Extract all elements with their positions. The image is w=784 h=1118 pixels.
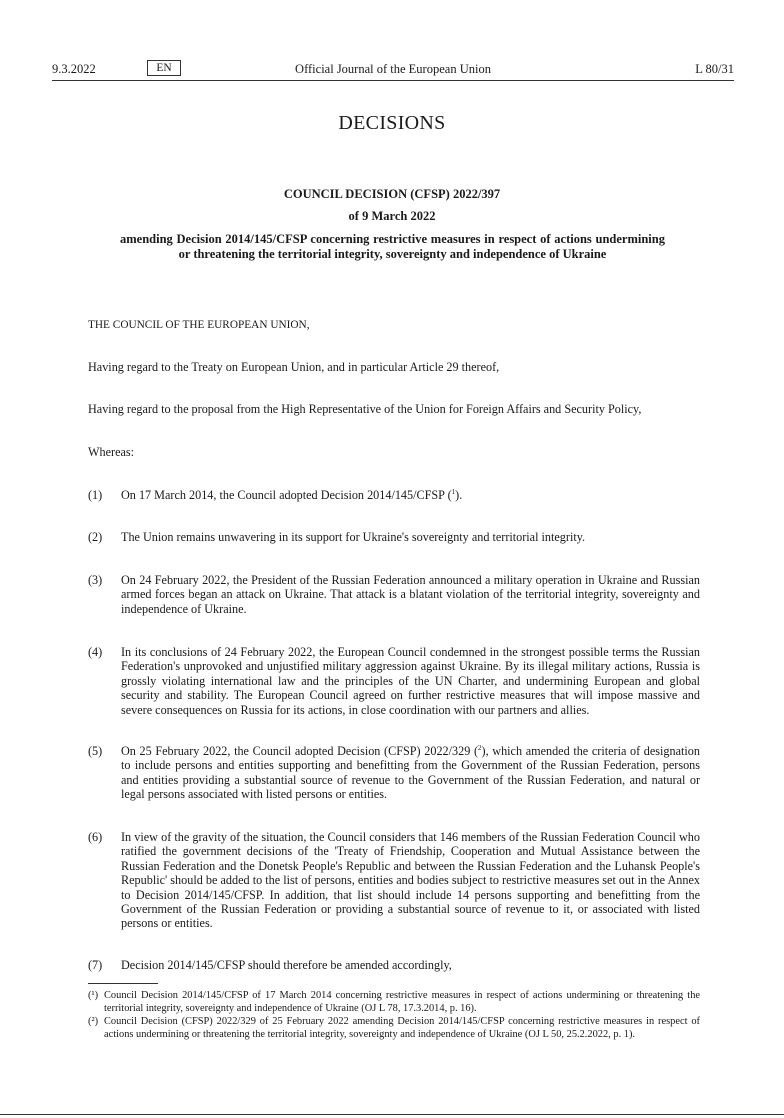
recital-text: On 17 March 2014, the Council adopted Decision 2014/145/CFSP ($^1$). (121, 487, 463, 502)
recital-number: (6) (88, 830, 103, 844)
journal-title: Official Journal of the European Union (295, 62, 491, 76)
recital-number: (7) (88, 958, 103, 972)
preamble-treaty: Having regard to the Treaty on European Union, and in particular Article 29 thereof, (88, 360, 500, 374)
header-divider (52, 80, 734, 81)
footnote-text: Council Decision 2014/145/CFSP of 17 March 2014 concerning restrictive measures in respect of actions undermining or threatening the territorial integrity, sovereignty and independence of Ukraine (OJ L 78, 17.3.2014, p. 16). (104, 990, 700, 1014)
recital-text: In view of the gravity of the situation, the Council considers that 146 members of the Russian Federation Council who ratified the government decisions of the 'Treaty of Friendship, Cooperation and Mutual Assistance between the Russian Federation and the Donetsk People's Republic and between the Russian Federation and the Luhansk People's Republic' should be added to the list of persons, entities and bodies subject to restrictive measures set out in the Annex to Decision 2014/145/CFSP. In addition, that list should include 14 persons supporting and benefitting from the Government of the Russian Federation or providing a substantial source of revenue to it, or associated with listed persons or entities. (121, 830, 700, 931)
recital-text: On 24 February 2022, the President of the Russian Federation announced a military operation in Ukraine and Russian armed forces began an attack on Ukraine. That attack is a blatant violation of the territorial integrity, sovereignty and independence of Ukraine. (121, 573, 700, 616)
recital-text: The Union remains unwavering in its support for Ukraine's sovereignty and territorial integrity. (121, 530, 586, 544)
page-reference: L 80/31 (695, 62, 734, 76)
recital-number: (4) (88, 645, 103, 659)
preamble-proposal: Having regard to the proposal from the High Representative of the Union for Foreign Affairs and Security Policy, (88, 402, 642, 416)
recital-number: (2) (88, 530, 103, 544)
recital-number: (3) (88, 573, 103, 587)
decision-subject: amending Decision 2014/145/CFSP concerning restrictive measures in respect of actions undermining or threatening the territorial integrity, sovereignty and independence of Ukraine (120, 232, 665, 261)
decision-date: of 9 March 2022 (348, 209, 436, 223)
recital-number: (1) (88, 488, 103, 502)
footnote-text: Council Decision (CFSP) 2022/329 of 25 February 2022 amending Decision 2014/145/CFSP concerning restrictive measures in respect of actions undermining or threatening the territorial integrity, sovereignty and independence of Ukraine (OJ L 50, 25.2.2022, p. 1). (104, 1016, 700, 1040)
recital-number: (5) (88, 744, 103, 758)
preamble-council: THE COUNCIL OF THE EUROPEAN UNION, (88, 319, 310, 331)
section-title: DECISIONS (338, 112, 446, 134)
decision-number: COUNCIL DECISION (CFSP) 2022/397 (283, 187, 501, 201)
footnote-ref-2[interactable]: 2 (478, 743, 482, 752)
footnote-divider (88, 983, 158, 984)
recital-text: Decision 2014/145/CFSP should therefore be amended accordingly, (121, 958, 452, 972)
footnote-number: (¹) (88, 990, 99, 1001)
footnote-ref-1[interactable]: 1 (451, 487, 456, 496)
publication-date: 9.3.2022 (52, 62, 96, 76)
recital-text: On 25 February 2022, the Council adopted Decision (CFSP) 2022/329 ($^2$), which amended the criteria of designation to include persons and entities supporting and benefitting from the Government of the Russian Federation, persons and entities providing a substantial source of revenue to the Government of the Russian Federation, and natural or legal persons associated with listed persons or entities. (121, 743, 700, 802)
page-header (52, 60, 734, 80)
page-bottom-divider (0, 1114, 784, 1115)
language-badge: EN (147, 60, 181, 76)
recital-text: In its conclusions of 24 February 2022, the European Council condemned in the strongest possible terms the Russian Federation's unprovoked and unjustified military aggression against Ukraine. By its illegal military actions, Russia is grossly violating international law and the principles of the UN Charter, and undermining European and global security and stability. The European Council agreed on further restrictive measures that will impose massive and severe consequences on Russia for its actions, in close coordination with our partners and allies. (121, 645, 700, 717)
footnote-number: (²) (88, 1016, 99, 1027)
preamble-whereas: Whereas: (88, 445, 135, 459)
